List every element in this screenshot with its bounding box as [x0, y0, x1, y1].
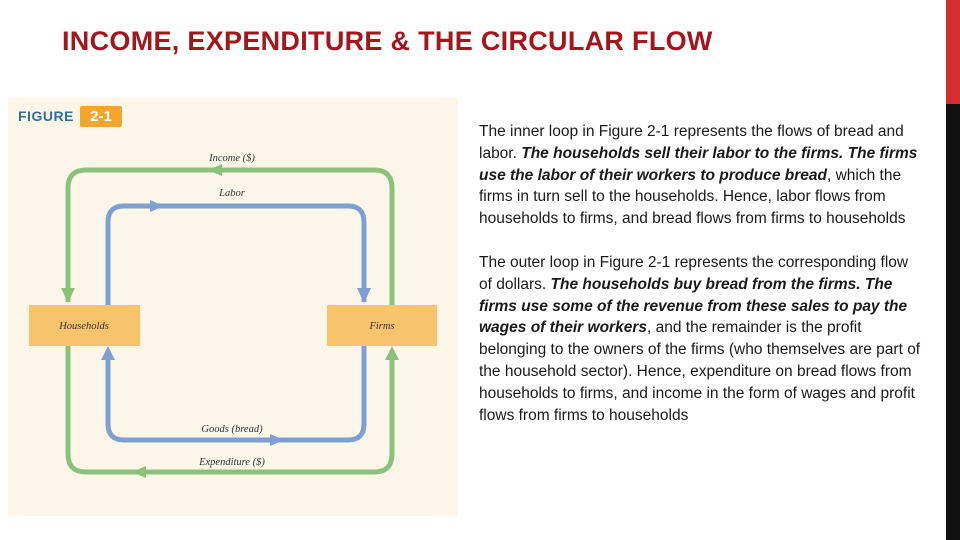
expenditure-mid-arrow-icon	[132, 466, 146, 478]
paragraph-inner-loop-rest: , which the firms in turn sell to the households. Hence, labor flows from households to firms, and bread flows from firms to households	[479, 166, 906, 228]
figure-label-word: FIGURE	[18, 108, 74, 124]
goods-mid-arrow-icon	[270, 434, 284, 446]
explanation-text	[479, 121, 924, 448]
paragraph-outer-loop-rest: , and the remainder is the profit belonging to the owners of the firms (who themselves are part of the household sector). Hence, expenditure on bread flows from households to firms, and income in the form of wages and profit flows from firms to households	[479, 319, 921, 424]
slide-title: INCOME, EXPENDITURE & THE CIRCULAR FLOW	[62, 26, 713, 56]
circular-flow-diagram	[8, 98, 458, 516]
households-label: Households	[59, 321, 109, 332]
expenditure-arrow-icon	[385, 346, 399, 360]
expenditure-flow-line	[68, 346, 392, 472]
figure-panel	[8, 98, 458, 516]
goods-arrow-icon	[101, 346, 115, 360]
figure-label-number: 2-1	[80, 106, 122, 127]
firms-label: Firms	[369, 321, 395, 332]
accent-bar-red	[946, 0, 960, 104]
paragraph-inner-loop-intro: The inner loop in Figure 2-1 represents the flows of bread and labor.	[479, 123, 904, 162]
labor-arrow-icon	[357, 288, 371, 303]
goods-flow-label: Goods (bread)	[201, 424, 263, 435]
paragraph-outer-loop-intro: The outer loop in Figure 2-1 represents the corresponding flow of dollars.	[479, 253, 909, 293]
paragraph-outer-loop-emphasis: The households buy bread from the firms. The firms use some of the revenue from these sales to pay the wages of their workers	[479, 275, 908, 337]
paragraph-outer-loop	[479, 252, 924, 426]
labor-flow-label: Labor	[219, 188, 245, 199]
income-arrow-icon	[61, 288, 75, 303]
income-flow-label: Income ($)	[209, 153, 255, 164]
paragraph-inner-loop	[479, 121, 924, 230]
labor-mid-arrow-icon	[150, 200, 164, 212]
labor-flow-line	[108, 206, 364, 305]
income-mid-arrow-icon	[208, 164, 222, 176]
accent-bar-black	[946, 104, 960, 540]
paragraph-inner-loop-emphasis: The households sell their labor to the firms. The firms use the labor of their workers to produce bread	[479, 144, 918, 184]
expenditure-flow-label: Expenditure ($)	[199, 457, 265, 468]
